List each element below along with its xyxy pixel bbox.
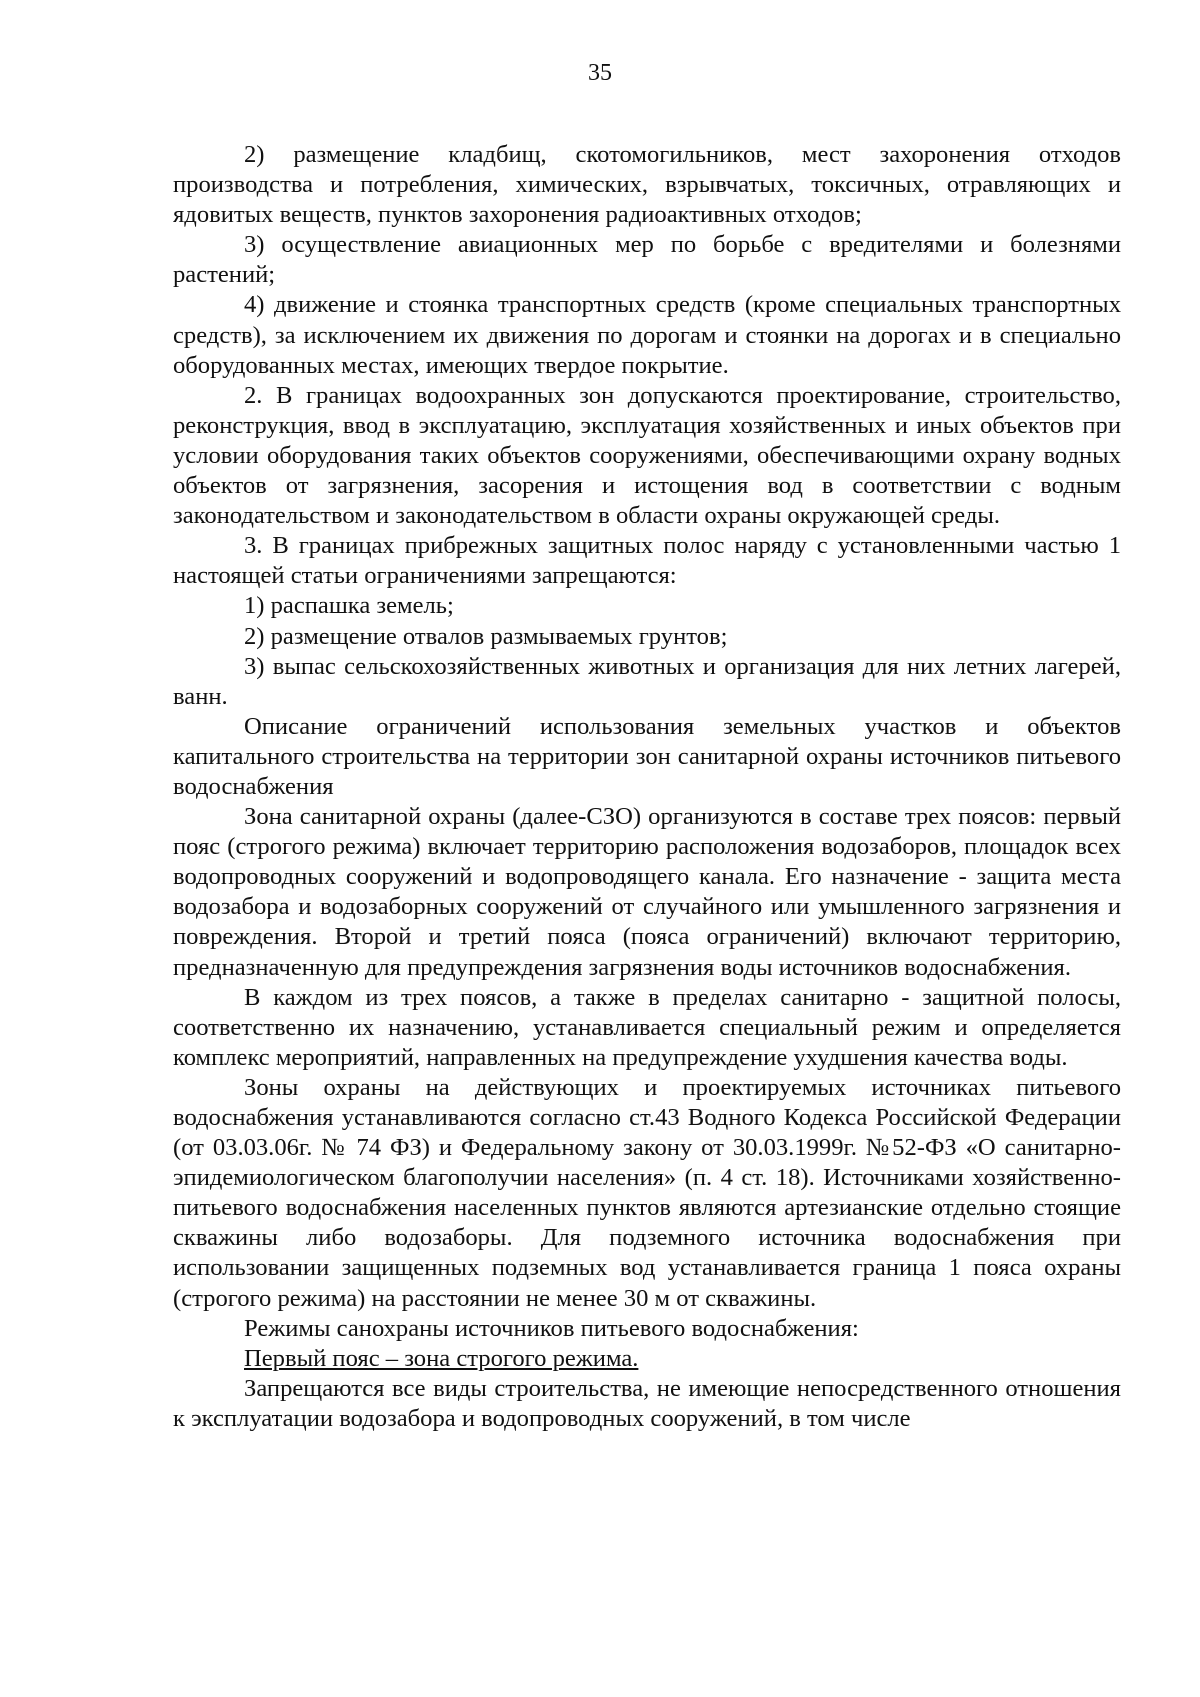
paragraph: 3) осуществление авиационных мер по борьбе с вредителями и болезнями растений; (173, 231, 1121, 289)
underlined-subheading-text: Первый пояс – зона строгого режима. (244, 1344, 639, 1372)
document-body (173, 140, 1121, 1434)
paragraph: В каждом из трех поясов, а также в пределах санитарно - защитной полосы, соответственно их назначению, устанавливается специальный режим и определяется комплекс мероприятий, направленных на предупреждение ухудшения качества воды. (173, 983, 1121, 1071)
paragraph: 3) выпас сельскохозяйственных животных и организация для них летних лагерей, ванн. (173, 652, 1121, 710)
paragraph: Запрещаются все виды строительства, не имеющие непосредственного отношения к эксплуатации водозабора и водопроводных сооружений, в том числе (173, 1374, 1121, 1432)
paragraph: 3. В границах прибрежных защитных полос наряду с установленными частью 1 настоящей статьи ограничениями запрещаются: (173, 532, 1121, 590)
paragraph: Режимы санохраны источников питьевого водоснабжения: (244, 1314, 859, 1342)
paragraph: 1) распашка земель; (244, 592, 454, 620)
page-number: 35 (588, 60, 612, 86)
paragraph: 4) движение и стоянка транспортных средств (кроме специальных транспортных средств), за исключением их движения по дорогам и стоянки на дорогах и в специально оборудованных местах, имеющих твердое покрытие. (173, 291, 1121, 379)
paragraph: Зоны охраны на действующих и проектируемых источниках питьевого водоснабжения устанавливаются согласно ст.43 Водного Кодекса Российской Федерации (от 03.03.06г. № 74 ФЗ) и Федеральному закону от 30.03.1999г. №52-ФЗ «О санитарно-эпидемиологическом благополучии населения» (п. 4 ст. 18). Источниками хозяйственно-питьевого водоснабжения населенных пунктов являются артезианские отдельно стоящие скважины либо водозаборы. Для подземного источника водоснабжения при использовании защищенных подземных вод устанавливается граница 1 пояса охраны (строгого режима) на расстоянии не менее 30 м от скважины. (173, 1073, 1121, 1312)
paragraph: 2) размещение отвалов размываемых грунтов; (244, 622, 728, 650)
paragraph: 2. В границах водоохранных зон допускаются проектирование, строительство, реконструкция, ввод в эксплуатацию, эксплуатация хозяйственных и иных объектов при условии оборудования таких объектов сооружениями, обеспечивающими охрану водных объектов от загрязнения, засорения и истощения вод в соответствии с водным законодательством и законодательством в области охраны окружающей среды. (173, 381, 1121, 530)
section-heading: Описание ограничений использования земельных участков и объектов капитального строительства на территории зон санитарной охраны источников питьевого водоснабжения (173, 712, 1121, 800)
paragraph: 2) размещение кладбищ, скотомогильников, мест захоронения отходов производства и потребления, химических, взрывчатых, токсичных, отравляющих и ядовитых веществ, пунктов захоронения радиоактивных отходов; (173, 141, 1121, 229)
underlined-subheading (173, 1344, 1121, 1374)
paragraph: Зона санитарной охраны (далее-СЗО) организуются в составе трех поясов: первый пояс (строгого режима) включает территорию расположения водозаборов, площадок всех водопроводных сооружений и водопроводящего канала. Его назначение - защита места водозабора и водозаборных сооружений от случайного или умышленного загрязнения и повреждения. Второй и третий пояса (пояса ограничений) включают территорию, предназначенную для предупреждения загрязнения воды источников водоснабжения. (173, 803, 1121, 981)
